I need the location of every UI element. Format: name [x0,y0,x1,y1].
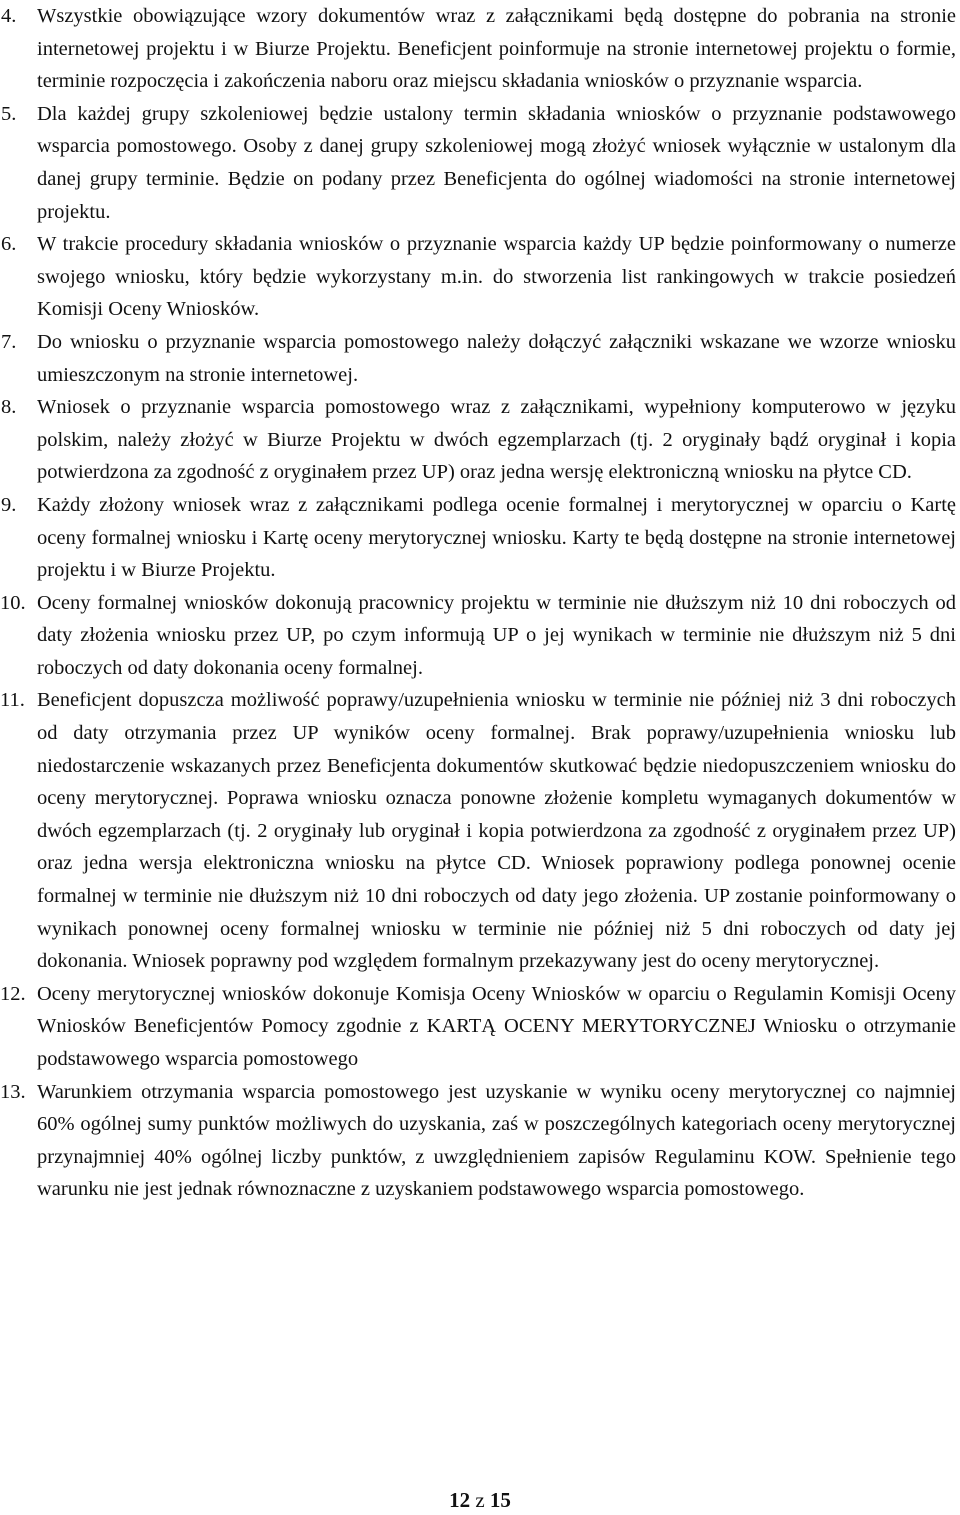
list-item [0,684,956,977]
current-page-number: 12 [449,1488,471,1512]
item-text: Oceny merytorycznej wniosków dokonuje Komisja Oceny Wniosków w oparciu o Regulamin Komisji Oceny Wniosków Beneficjentów Pomocy zgodnie z KARTĄ OCENY MERYTORYCZNEJ Wniosku o otrzymanie podstawowego wsparcia pomostowego [37,982,956,1070]
item-number: 10. [0,591,26,614]
list-item [0,228,956,326]
item-text: Dla każdej grupy szkoleniowej będzie ustalony termin składania wniosków o przyznanie podstawowego wsparcia pomostowego. Osoby z danej grupy szkoleniowej mogą złożyć wniosek wyłącznie w ustalonym dla danej grupy terminie. Będzie on podany przez Beneficjenta do ogólnej wiadomości na stronie internetowej projektu. [37,102,956,223]
item-number: 4. [1,5,17,27]
item-number: 13. [0,1080,26,1103]
item-number: 6. [1,233,17,256]
item-text: Warunkiem otrzymania wsparcia pomostowego jest uzyskanie w wyniku oceny merytorycznej co najmniej 60% ogólnej sumy punktów możliwych do uzyskania, zaś w poszczególnych kategoriach oceny merytorycznej przynajmniej 40% ogólnej liczby punktów, z uwzględnieniem zapisów Regulaminu KOW. Spełnienie tego warunku nie jest jednak równoznaczne z uzyskaniem podstawowego wsparcia pomostowego. [37,1080,956,1201]
page-separator: z [475,1488,485,1512]
list-item [0,391,956,489]
list-item [0,98,956,228]
item-number: 5. [1,102,17,125]
list-item [0,489,956,587]
item-number: 11. [0,689,25,712]
list-item [0,978,956,1076]
item-text: W trakcie procedury składania wniosków o przyznanie wsparcia każdy UP będzie poinformowany o numerze swojego wniosku, który będzie wykorzystany m.in. do stworzenia list rankingowych w trakcie posiedzeń Komisji Oceny Wniosków. [37,233,956,321]
item-text: Beneficjent dopuszcza możliwość poprawy/uzupełnienia wniosku w terminie nie później niż 3 dni roboczych od daty otrzymania przez UP wyników oceny formalnej. Brak poprawy/uzupełnienia wniosku lub niedostarczenie wskazanych przez Beneficjenta dokumentów skutkować będzie niedopuszczeniem wniosku do oceny merytorycznej. Poprawa wniosku oznacza ponowne złożenie kompletu wymaganych dokumentów w dwóch egzemplarzach (tj. 2 oryginały lub oryginał i kopia potwierdzona za zgodność z oryginałem przez UP) oraz jedna wersja elektroniczna wniosku na płytce CD. Wniosek poprawiony podlega ponownej ocenie formalnej w terminie nie dłuższym niż 10 dni roboczych od daty jego złożenia. UP zostanie poinformowany o wynikach ponownej oceny formalnej wniosku w terminie nie później niż 5 dni roboczych od daty jej dokonania. Wniosek poprawny pod względem formalnym przekazywany jest do oceny merytorycznej. [37,689,956,973]
item-number: 9. [1,493,17,516]
item-text: Każdy złożony wniosek wraz z załącznikami podlega ocenie formalnej i merytorycznej w oparciu o Kartę oceny formalnej wniosku i Kartę oceny merytorycznej wniosku. Karty te będą dostępne na stronie internetowej projektu i w Biurze Projektu. [37,493,956,582]
page-number-footer [0,1487,960,1513]
item-text: Do wniosku o przyznanie wsparcia pomostowego należy dołączyć załączniki wskazane we wzorze wniosku umieszczonym na stronie internetowej. [37,330,956,386]
list-item [0,0,956,98]
item-number: 8. [1,396,17,419]
item-number: 7. [1,330,17,353]
list-item [0,1076,956,1206]
item-number: 12. [0,982,26,1005]
list-item [0,587,956,685]
total-pages-number: 15 [489,1488,511,1512]
item-text: Wniosek o przyznanie wsparcia pomostowego wraz z załącznikami, wypełniony komputerowo w języku polskim, należy złożyć w Biurze Projektu w dwóch egzemplarzach (tj. 2 oryginały bądź oryginał i kopia potwierdzona za zgodność z oryginałem przez UP) oraz jedna wersję elektroniczną wniosku na płytce CD. [37,396,956,484]
item-text: Oceny formalnej wniosków dokonują pracownicy projektu w terminie nie dłuższym niż 10 dni roboczych od daty złożenia wniosku przez UP, po czym informują UP o jej wynikach w terminie nie dłuższym niż 5 dni roboczych od daty dokonania oceny formalnej. [37,591,956,679]
list-item [0,326,956,391]
item-text: Wszystkie obowiązujące wzory dokumentów wraz z załącznikami będą dostępne do pobrania na stronie internetowej projektu i w Biurze Projektu. Beneficjent poinformuje na stronie internetowej projektu o formie, terminie rozpoczęcia i zakończenia naboru oraz miejscu składania wniosków o przyznanie wsparcia. [37,5,956,93]
